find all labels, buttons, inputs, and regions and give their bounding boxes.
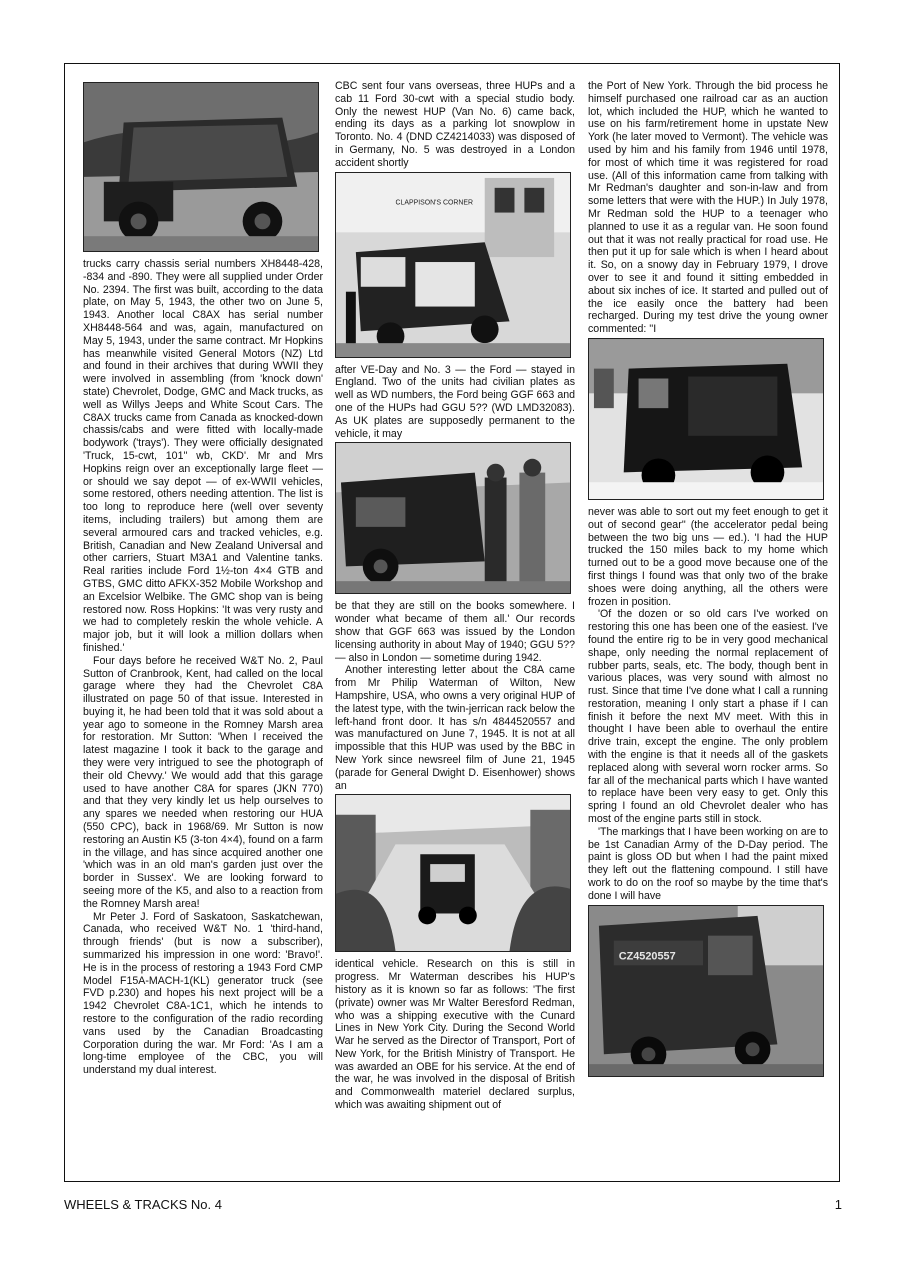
col1-para-1: trucks carry chassis serial numbers XH8448-428, -834 and -890. They were all supplied under Order No. 2394. The first was built, according to the data plate, on May 5, 1943, the other two on June 5, 1943. Another local C8AX has serial number XH8448-564 and was, again, manufactured on May 5, 1943, under the same contract. Mr Hopkins has meanwhile visited General Motors (NZ) Ltd and found in their archives that during WWII they were involved in assembling (from 'knock down' state) Chevrolet, Dodge, GMC and Mack trucks, as well as Willys Jeeps and White Scout Cars. The C8AX trucks came from Canada as knocked-down chassis/cabs and were fitted with locally-made bodywork ('trays'). They were officially designated 'Truck, 15-cwt, 101'' wb, CKD'. Mr and Mrs Hopkins reign over an exceptionally large fleet — or should we say depot — of ex-WWII vehicles, some restored, others needing attention. The list is too long to reproduce here (well over seventy items, including trailers) but among them are several armoured cars and tracked vehicles, e.g. British, Canadian and New Zealand Universal and other carriers, Stuart M3A1 and Valentine tanks. Real rarities include Ford 1½-ton 4×4 GTB and GTBS, GMC ditto AFKX-352 Mobile Workshop and an Excelsior Welbike. The GMC shop van is being restored now. Ross Hopkins: 'It was very rusty and we had to completely reskin the whole vehicle. A major job, but it will look a million dollars when finished.' (83, 258, 323, 654)
col2-para-5: identical vehicle. Research on this is still in progress. Mr Waterman describes his HUP's history as it is known so far as follows: 'The first (private) owner was Mr Walter Beresford Redman, who was a shipping executive with the Cunard Lines in New York City. During the Second World War he served as the Director of Transport, Port of New York, for the British Ministry of Transport. He was awarded an OBE for his service. At the end of the war, he was involved in the disposal of British and Commonwealth materiel declared surplus, which was awaiting shipment out of (335, 958, 575, 1112)
col3-para-3: 'Of the dozen or so old cars I've worked on restoring this one has been one of the easiest. I've found the entire rig to be in very good mechanical shape, only needing the normal replacement of rubber parts, seals, etc. The body, though bent in various places, was very sound with almost no rust. Since that time I've done what I call a running restoration, meaning I only start a phase if I can finish it before the next MV meet. With this in thought I have been able to overhaul the entire drive train, except the engine. The only problem with the engine is that it needs all of the gaskets replaced along with several worn rocker arms. So far all of the mechanical parts which I have wanted to replace have been very easy to get. Only this spring I found an old Chevrolet dealer who has most of the engine parts still in stock. (588, 608, 828, 826)
photo-officers-truck (335, 442, 571, 594)
col2-para-3: be that they are still on the books somewhere. I wonder what became of them all.' Our records show that GGF 663 was issued by the London licensing authority in about May of 1940; GGU 5?? — also in London — sometime during 1942. (335, 600, 575, 664)
col2-para-4: Another interesting letter about the C8A came from Mr Philip Waterman of Wilton, New Hampshire, USA, who owns a very original HUP of the latest type, with the twin-jerrican rack below the left-hand front door. It has s/n 4844520557 and was manufactured on June 7, 1945. It is not at all impossible that this HUP was used by the BBC in New York since newsreel film of June 21, 1945 (parade for General Dwight D. Eisenhower) shows an (335, 664, 575, 792)
col1-para-2: Four days before he received W&T No. 2, Paul Sutton of Cranbrook, Kent, had called on the local garage where they had the Chevrolet C8A illustrated on page 50 of that issue. Interested in buying it, he had been told that it was sold about a year ago to someone in the Romney Marsh area for restoration. Mr Sutton: 'When I received the latest magazine I took it back to the garage and they were very intrigued to see the photograph of their old Chevvy.' We would add that this garage used to have another C8A for spares (JKN 770) and that they very kindly let us help ourselves to any spares we needed when restoring our HUA (550 CPC), back in 1968/69. Mr Sutton is now restoring an Austin K5 (3-ton 4×4), found on a farm in the village, and has since acquired another one 'which was in an old man's garden just over the border in Sussex'. We are looking forward to seeing more of the K5, and also to a reaction from the Romney Marsh area! (83, 654, 323, 910)
column-3 (588, 80, 828, 1083)
photo-covered-truck (83, 82, 319, 252)
col3-para-1: the Port of New York. Through the bid process he himself purchased one railroad car as an auction lot, which included the HUP, which he wanted to use on his farm/retirement home in upstate New York (he later moved to Vermont). The vehicle was used by him and his family from 1946 until 1978, for most of which time it was registered for road use. (All of this information came from talking with Mr Redman's daughter and son-in-law and from some letters that were with the HUP.) In July 1978, Mr Redman sold the HUP to a teenager who planned to use it as a regular van. He soon found out that it was not really practical for road use. He then put it up for sale which is when I heard about it. So, on a snowy day in February 1979, I drove over to see it and found it sitting embedded in about six inches of ice. It started and pulled out of the ice easily once the battery had been recharged. During my test drive the young owner commented: ''I (588, 80, 828, 336)
column-1 (83, 80, 323, 1077)
photo-parade (335, 794, 571, 952)
footer-publication-title: WHEELS & TRACKS No. 4 (64, 1197, 222, 1212)
shop-sign-text: CLAPPISON'S CORNER (395, 199, 474, 207)
col2-para-1: CBC sent four vans overseas, three HUPs and a cab 11 Ford 30-cwt with a special studio body. Only the newest HUP (Van No. 6) came back, ending its days as a parking lot snowplow in Toronto. No. 4 (DND CZ4214033) was disposed of in Germany, No. 5 was destroyed in a London accident shortly (335, 80, 575, 169)
photo-street-van (335, 172, 571, 358)
col3-para-4: 'The markings that I have been working on are to be 1st Canadian Army of the D-Day period. The paint is gloss OD but when I had the paint mixed they left out the flattening compound. I still have work to do on the roof so maybe by the time that's done I will have (588, 825, 828, 902)
col3-para-2: never was able to sort out my feet enough to get it out of second gear'' (the accelerator pedal being between the two big uns — ed.). 'I had the HUP trucked the 150 miles back to my home which turned out to be a good move because one of the first things I found was that only two of the brake shoes were doing anything, all the others were frozen in position. (588, 505, 828, 608)
col2-para-2: after VE-Day and No. 3 — the Ford — stayed in England. Two of the units had civilian plates as well as WD numbers, the Ford being GGF 663 and one of the HUPs had GGU 5?? (WD LMD32083). As UK plates are supposedly permanent to the vehicle, it may (335, 363, 575, 440)
column-2 (335, 80, 575, 1112)
col1-para-3: Mr Peter J. Ford of Saskatoon, Saskatchewan, Canada, who received W&T No. 1 'third-hand, through friends' (but is now a subscriber), summarized his impression in one word: 'Bravo!'. He is in the process of restoring a 1943 Ford CMP Model F15A-MACH-1(KL) generator truck (see FVD p.230) and hopes his next project will be a 1942 Chevrolet C8A-1C1, which he intends to restore to the configuration of the radio recording vans used by the Canadian Broadcasting Corporation during the war. Mr Ford: 'As I am a long-time employee of the CBC, you will understand my dual interest. (83, 910, 323, 1077)
photo-restored-hup (588, 905, 824, 1077)
truck-marking-text: CZ4520557 (618, 950, 676, 963)
footer-page-number: 1 (834, 1197, 842, 1212)
photo-snowy-van (588, 338, 824, 500)
